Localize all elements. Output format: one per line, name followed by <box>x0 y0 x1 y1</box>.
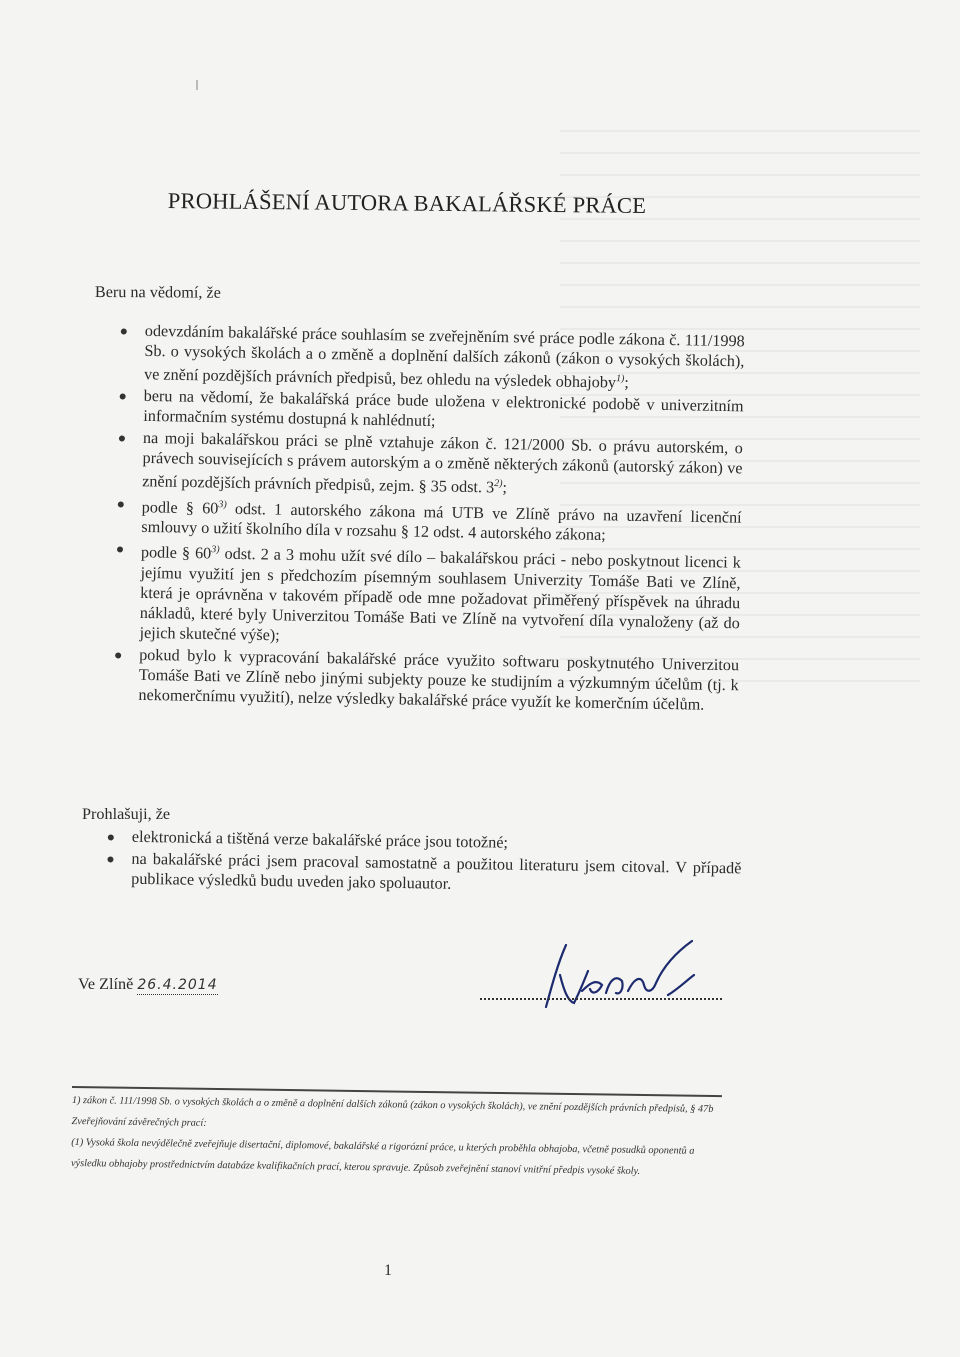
place-label: Ve Zlíně <box>78 975 134 993</box>
signature <box>528 935 728 1015</box>
section2-intro: Prohlašuji, že <box>82 805 171 823</box>
list-item: elektronická a tištěná verze bakalářské práce jsou totožné; <box>82 826 742 856</box>
declaration-list <box>81 826 742 900</box>
list-item: odevzdáním bakalářské práce souhlasím se zveřejněním své práce podle zákona č. 111/1998 Sb. o vysokých školách a o změně a doplnění dalších zákonů (zákon o vysokých školách), ve znění pozdějších právních předpisů, bez ohledu na výsledek obhajoby$^{1)}$; <box>94 320 745 395</box>
handwritten-date: 26.4.2014 <box>137 977 218 993</box>
list-item: podle § 60$^{3)}$ odst. 2 a 3 mohu užít své dílo – bakalářskou práci - nebo poskytnout licenci k jejímu využití jen s předchozím písemným souhlasem Univerzity Tomáše Bati ve Zlíně, která je oprávněna v takovém případě ode mne požadovat přiměřený příspěvek na úhradu nákladů, které byly Univerzitou Tomáše Bati ve Zlíně na vytvoření díla vynaloženy (až do jejich skutečné výše); <box>89 538 741 653</box>
list-item: podle § 60$^{3)}$ odst. 1 autorského zákona má UTB ve Zlíně právo na uzavření licenční smlouvy o užití školního díla v rozsahu § 12 odst. 4 autorského zákona; <box>91 493 742 548</box>
list-item: pokud bylo k vypracování bakalářské práce využito softwaru poskytnutého Univerzitou Tomáše Bati ve Zlíně nebo jinými subjekty pouze ke studijním a výzkumným účelům (tj. k nekomerčnímu využití), nelze výsledky bakalářské práce využít ke komerčním účelům. <box>88 644 739 715</box>
place-date <box>78 975 218 994</box>
footnote: 1) zákon č. 111/1998 Sb. o vysokých školách a o změně a doplnění dalších zákonů (zákon o vysokých školách), ve znění pozdějších právních předpisů, § 47b Zveřejňování závěrečných prací: <box>71 1094 714 1129</box>
acknowledgement-list <box>88 320 745 717</box>
footnote: (1) Vysoká škola nevýdělečně zveřejňuje disertační, diplomové, bakalářské a rigorózní práce, u kterých proběhla obhajoba, včetně posudků oponentů a výsledku obhajoby prostřednictvím databáze kvalifikačních prací, kterou spravuje. Způsob zveřejnění stanoví vnitřní předpis vysoké školy. <box>70 1136 695 1177</box>
section1-intro: Beru na vědomí, že <box>94 283 221 302</box>
document-title: PROHLÁŠENÍ AUTORA BAKALÁŘSKÉ PRÁCE <box>167 188 647 219</box>
list-item: beru na vědomí, že bakalářská práce bude uložena v elektronické podobě v univerzitním informačním systému dostupná k nahlédnutí; <box>93 385 744 436</box>
list-item: na moji bakalářskou práci se plně vztahuje zákon č. 121/2000 Sb. o právu autorském, o právech souvisejících s právem autorským a o změně některých zákonů (autorský zákon) ve znění pozdějších právních předpisů, zejm. § 35 odst. 3$^{2)}$; <box>92 427 743 502</box>
list-item: na bakalářské práci jsem pracoval samostatně a použitou literaturu jsem citoval. V případě publikace výsledků budu uveden jako spoluautor. <box>81 848 742 898</box>
footnotes <box>71 1090 732 1183</box>
page-number: 1 <box>384 1262 392 1279</box>
paper-speck <box>196 80 198 90</box>
signature-line <box>480 998 722 1000</box>
